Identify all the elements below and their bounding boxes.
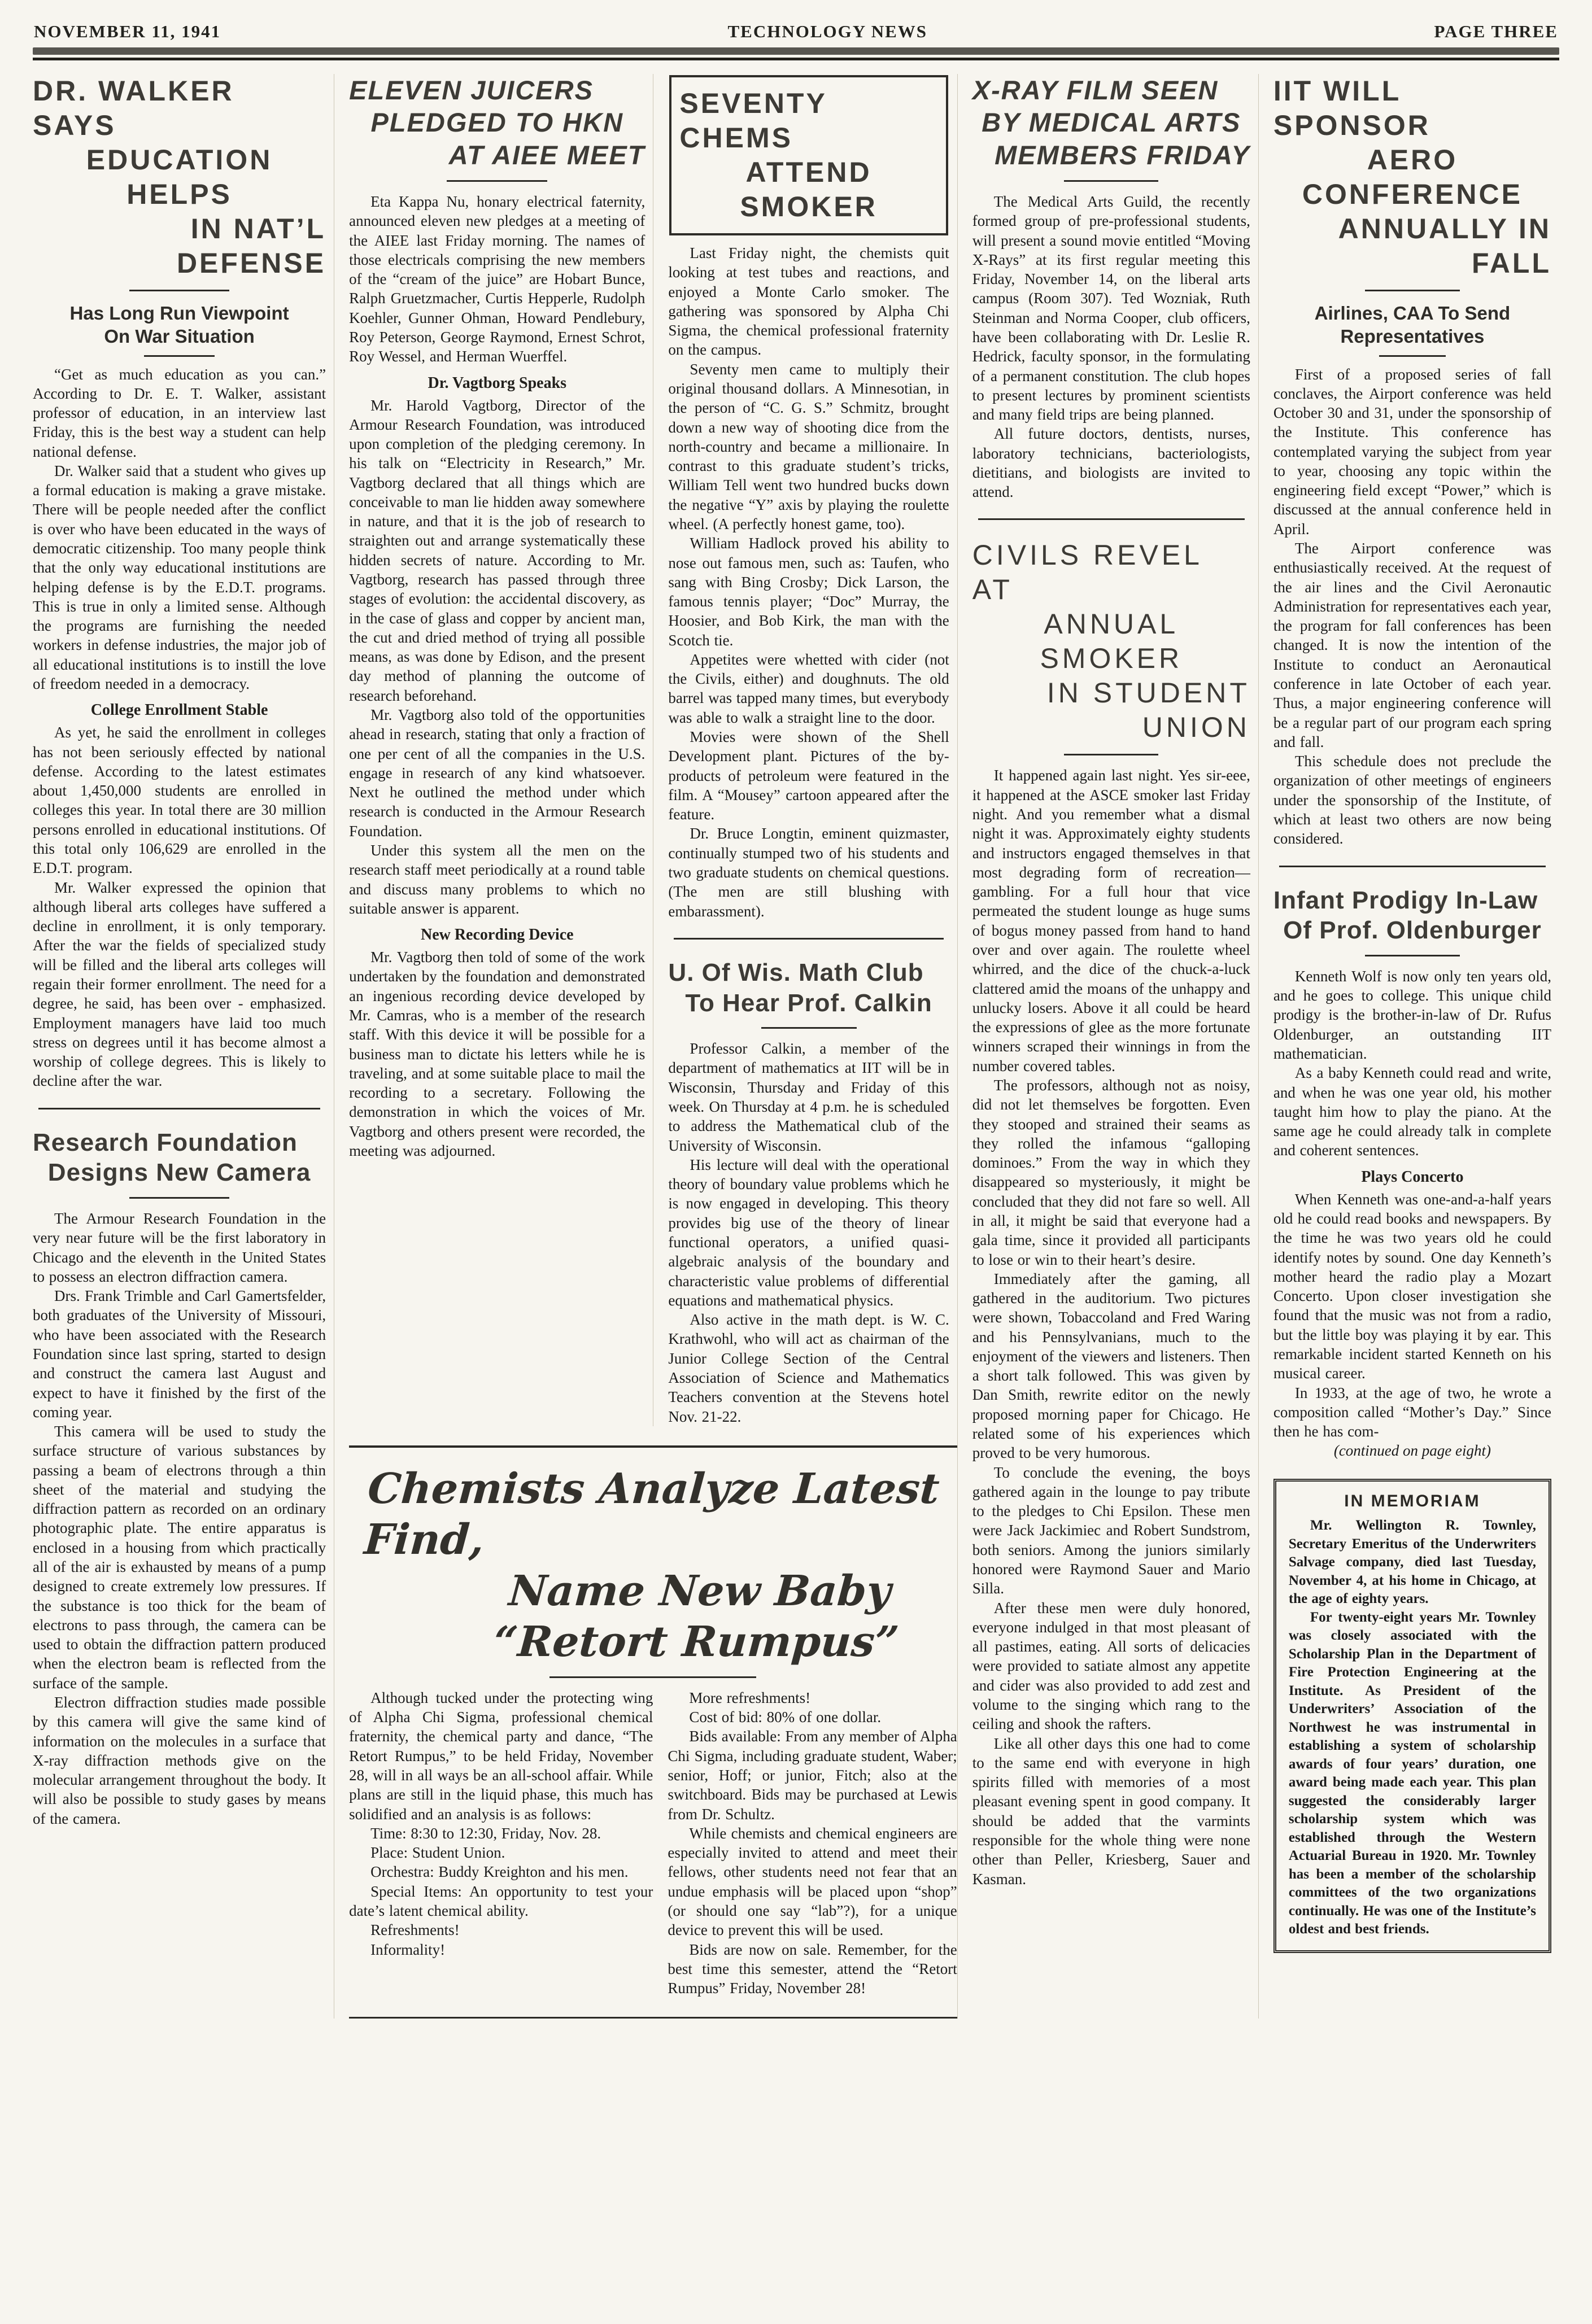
article-paragraph: While chemists and chemical engineers are especially invited to attend and meet their fellows, other students need not fear that an undue emphasis will be placed upon “shop” (or should one say “lab”?), for a unique device to prevent this will be used. <box>668 1824 957 1939</box>
headline-line: Name New Baby “Retort Rumpus” <box>492 1566 901 1666</box>
article-paragraph: Place: Student Union. <box>370 1844 505 1862</box>
headline-line: AERO CONFERENCE <box>1302 144 1523 210</box>
article-paragraph: As a baby Kenneth could read and write, and when he was one year old, his mother taught him how to play the piano. At the same age he could already talk in complete and coherent sentences. <box>1273 1064 1551 1159</box>
headline-line: IN NAT’L DEFENSE <box>176 213 326 279</box>
headline-rule <box>447 180 547 182</box>
feature-column-right <box>653 1688 957 1998</box>
article-paragraph: His lecture will deal with the operational theory of boundary value problems which he is now engaged in developing. This theory provides big use of the theory of linear functional operators, a unified quasi-algebraic analysis of the boundary and characteristic value problems of differential equations and mathematical physics. <box>668 1156 949 1309</box>
article <box>33 74 326 1091</box>
masthead-date: NOVEMBER 11, 1941 <box>34 21 221 41</box>
headline-line: To Hear Prof. Calkin <box>685 989 932 1017</box>
article-headline <box>33 1128 326 1188</box>
article-headline <box>972 538 1250 745</box>
headline-line: Infant Prodigy In-Law <box>1273 886 1538 914</box>
masthead <box>33 19 1559 47</box>
article-paragraph: Orchestra: Buddy Kreighton and his men. <box>370 1863 629 1881</box>
headline-line: Research Foundation <box>33 1128 298 1156</box>
headline-rule <box>1365 290 1459 291</box>
deck-line: On War Situation <box>104 326 255 347</box>
article-paragraph: Mr. Walker expressed the opinion that although liberal arts colleges have suffered a decline in enrollment, it is only temporary. After the war the fields of specialized study will be filled and the liberal arts colleges will regain their former enrollment. The need for a degree, he said, has been over - emphasized. Employment managers have laid too much stress on degrees until it has become almost a worship of college degrees. This is likely to decline after the war. <box>33 879 326 1090</box>
article-paragraph: It happened again last night. Yes sir-eee, it happened at the ASCE smoker last Friday night. And you remember what a dismal night it was. Approximately eighty students and instructors engaged themselves in that most degrading form of recreation—gambling. For a full hour that vice permeated the student lounge as huge sums of bogus money passed from hand to hand over and over again. The roulette wheel whirred, and the dice of the chuck-a-luck clattered amid the moans of the unhappy and unlucky losers. Above it all could be heard the expressions of glee as the more fortunate winners scraped their winnings in from the number covered tables. <box>972 767 1250 1074</box>
column-5 <box>1258 74 1559 2019</box>
article-paragraph: Dr. Bruce Longtin, eminent quizmaster, continually stumped two of his students and two graduate students on chemical questions. (The men are still blushing with embarassment). <box>668 825 949 920</box>
headline-line: ATTEND SMOKER <box>740 156 878 222</box>
article-paragraph: To conclude the evening, the boys gathered again in the lounge to pay tribute to the pledges to Chi Epsilon. These men were Jack Jackimiec and Robert Sundstrom, both seniors. Among the juniors similarly honored were Raymond Sauer and Mario Silla. <box>972 1464 1250 1597</box>
article-headline <box>972 74 1250 171</box>
article-paragraph: All future doctors, dentists, nurses, laboratory technicians, bacteriologists, dietitians, and biologists are invited to attend. <box>972 425 1250 501</box>
headline-line: DR. WALKER SAYS <box>33 75 234 141</box>
continued-note: (continued on page eight) <box>1333 1442 1491 1460</box>
headline-line: Chemists Analyze Latest Find, <box>363 1464 941 1565</box>
article <box>1273 885 1551 1460</box>
headline-line: BY MEDICAL ARTS <box>982 107 1241 138</box>
deck-rule <box>144 355 215 357</box>
article-paragraph: Also active in the math dept. is W. C. Krathwohl, who will act as chairman of the Junior College Section of the Central Association of Science and Mathematics Teachers convention at the Stevens hotel Nov. 21-22. <box>668 1311 949 1425</box>
article-paragraph: Like all other days this one had to come to the same end with everyone in high spirits filled with memories of a most pleasant evening spent in good company. It should be added that the varmints responsible for the whole thing were none other than Peller, Kriesberg, Sauer and Kasman. <box>972 1735 1250 1888</box>
article <box>1273 74 1551 849</box>
article-paragraph: After these men were duly honored, everyone indulged in that most pleasant of all pastimes, eating. All sorts of delicacies were provided to satiate almost any appetite and cider was also provided to add zest and volume to the singing which rang to the ceiling and shook the rafters. <box>972 1599 1250 1733</box>
headline-rule <box>1365 955 1459 956</box>
masthead-rule-line <box>33 58 1559 60</box>
masthead-page: PAGE THREE <box>1434 21 1558 41</box>
headline-line: ELEVEN JUICERS <box>349 75 594 105</box>
article-divider <box>674 938 943 940</box>
section-subhead: College Enrollment Stable <box>90 701 268 719</box>
article-divider <box>978 518 1245 520</box>
article-paragraph: Electron diffraction studies made possible by this camera will give the same kind of information on the molecules in a surface that X-ray diffraction methods give on the molecular arrangement throughout the body. It will also be possible to study gases by means of the camera. <box>33 1694 326 1827</box>
memoriam-title: IN MEMORIAM <box>1344 1492 1481 1511</box>
article-paragraph: Cost of bid: 80% of one dollar. <box>689 1709 882 1726</box>
article-paragraph: The Airport conference was enthusiastically received. At the request of the air lines and the Civil Aeronautic Administration for representatives each year, the program for fall conferences has been changed. It is now the intention of the Institute to conduct an Aeronautical conference in late October of each year. Thus, a major engineering conference will be a regular part of our program each spring and fall. <box>1273 540 1551 750</box>
headline-rule <box>129 1197 229 1199</box>
article-paragraph: Special Items: An opportunity to test your date’s latent chemical ability. <box>349 1882 653 1919</box>
headline-line: PLEDGED TO HKN <box>370 107 624 138</box>
section-subhead: New Recording Device <box>420 926 574 944</box>
headline-line: MEMBERS FRIDAY <box>995 139 1250 170</box>
article-paragraph: The Medical Arts Guild, the recently formed group of pre-professional students, will present a sound movie entitled “Moving X-Rays” at its first regular meeting this Friday, November 14, on the liberal arts campus (Room 307). Ted Wozniak, Ruth Steinman and Norma Cooper, club officers, have been collaborating with Dr. Leslie R. Hedrick, faculty sponsor, in the formulating of a permanent constitution. The club hopes to present lectures by prominent scientists and many field trips are being planned. <box>972 193 1250 423</box>
article-paragraph: The professors, although not as noisy, did not let themselves be forgotten. Even they stooped and strained their seams as they rolled the infamous “galloping dominoes.” From the way in which they disappeared so mysteriously, it might be concluded that they did not fare so well. All in all, it might be said that everyone had a gala time, since it provided all participants to lose or win to their heart’s desire. <box>972 1076 1250 1268</box>
headline-line: X-RAY FILM SEEN <box>972 75 1219 105</box>
headline-rule <box>1064 180 1158 182</box>
headline-rule <box>129 290 229 291</box>
feature-columns <box>349 1688 957 1998</box>
article-headline <box>1273 885 1551 946</box>
headline-line: U. Of Wis. Math Club <box>668 958 924 986</box>
feature-column-left <box>349 1688 653 1998</box>
article-paragraph: Time: 8:30 to 12:30, Friday, Nov. 28. <box>370 1824 601 1842</box>
article-paragraph: Mr. Vagtborg then told of some of the work undertaken by the foundation and demonstrated an ingenious recording device developed by Mr. Camras, who is a member of the research staff. With this device it will be possible for a business man to dictate his letters while he is traveling, and at some suitable place to mail the recording to a secretary. Following the demonstration in which the voices of Mr. Vagtborg and others present were recorded, the meeting was adjourned. <box>349 949 645 1159</box>
article-headline <box>349 74 645 171</box>
headline-line: EDUCATION HELPS <box>86 144 273 210</box>
article-paragraph: Eta Kappa Nu, honary electrical faternity, announced eleven new pledges at a meeting of the AIEE last Friday morning. The names of those electricals comprising the new members of the “cream of the juice” are Hobart Bunce, Ralph Gruetzmacher, Curtis Hepperle, Rudolph Koehler, Gunner Ohman, Howard Pendlebury, Roy Peterson, George Raymond, Ernest Schrot, Roy Wessel, and Herman Wuerffel. <box>349 193 645 365</box>
article-paragraph: Under this system all the men on the research staff meet periodically at a round table and discuss many problems to which no suitable answer is apparent. <box>349 841 645 917</box>
article-paragraph: For twenty-eight years Mr. Townley was closely associated with the Scholarship Plan in the Department of Fire Protection Engineering at the Institute. As President of the Underwriters’ Association of the Northwest he was instrumental in establishing a system of scholarship awards of four years’ duration, one award being made each year. This plan suggested the considerably larger scholarship system which was established through the Western Actuarial Bureau in 1920. Mr. Townley has been a member of the scholarship committees of the two organizations continually. He was one of the Institute’s oldest and best friends. <box>1288 1609 1536 1937</box>
article-headline <box>33 74 326 281</box>
article-paragraph: Dr. Walker said that a student who gives up a formal education is making a grave mistake. There will be people needed after the conflict is over who have been educated in the ways of democratic citizenship. Too many people think that the only way educational institutions are helping defense is by the E.D.T. programs. This is true in only a limited sense. Although the programs are furnishing the needed workers in defense industries, the major job of all educational institutions is to instill the love of freedom needed in a democracy. <box>33 462 326 692</box>
deck-line: Representatives <box>1340 326 1485 347</box>
page-body <box>33 74 1559 2019</box>
article-deck <box>33 302 326 348</box>
section-subhead: Plays Concerto <box>1361 1168 1464 1186</box>
article-paragraph: When Kenneth was one-and-a-half years old he could read books and newspapers. By the time he was two years old he could identify notes by sound. One day Kenneth’s mother heard the radio play a Mozart Concerto. Upon closer investigation she found that the music was not from a radio, but the little boy was playing it by ear. This remarkable incident started Kenneth on his musical career. <box>1273 1190 1551 1382</box>
headline-line: Designs New Camera <box>47 1159 311 1187</box>
feature-headline-rule <box>549 1676 756 1678</box>
article <box>349 74 645 1160</box>
headline-line: IIT WILL SPONSOR <box>1273 75 1430 141</box>
deck-rule <box>1379 355 1446 357</box>
article-paragraph: Appetites were whetted with cider (not the Civils, either) and doughnuts. The old barrel was tapped many times, but everybody was able to walk a straight line to the door. <box>668 650 949 726</box>
section-subhead: Dr. Vagtborg Speaks <box>428 374 567 392</box>
article-paragraph: Bids are now on sale. Remember, for the best time this semester, attend the “Retort Rumpus” Friday, November 28! <box>668 1941 957 1997</box>
article-paragraph: More refreshments! <box>689 1689 811 1706</box>
deck-line: Has Long Run Viewpoint <box>69 303 289 324</box>
article-divider <box>1279 866 1546 867</box>
article <box>668 75 949 921</box>
article-paragraph: Seventy men came to multiply their original thousand dollars. A Minnesotian, in the person of “C. G. S.” Schmitz, brought down a new way of shooting dice from the north-country and became a millionaire. In contrast to this graduate student’s tricks, William Tell went two hundred bucks down the negative “Y” axis by playing the roulette wheel. (A perfectly honest game, too). <box>668 360 949 532</box>
article-paragraph: Refreshments! <box>370 1921 460 1939</box>
deck-line: Airlines, CAA To Send <box>1314 303 1511 324</box>
article-paragraph: The Armour Research Foundation in the very near future will be the first laboratory in Chicago and the eleventh in the United States to possess an electron diffraction camera. <box>33 1209 326 1285</box>
article-paragraph: Kenneth Wolf is now only ten years old, and he goes to college. This unique child prodigy is the brother-in-law of Dr. Rufus Oldenburger, an outstanding IIT mathematician. <box>1273 967 1551 1062</box>
article-paragraph: In 1933, at the age of two, he wrote a composition called “Mother’s Day.” Since then he has com- <box>1273 1384 1551 1440</box>
column-1 <box>33 74 334 2019</box>
article-paragraph: First of a proposed series of fall conclaves, the Airport conference was held October 30 and 31, under the sponsorship of the Institute. This conference has contemplated varying the subject from year to year, choosing any topic within the engineering field except “Power,” which is discussed at the annual conference held in April. <box>1273 365 1551 538</box>
article-deck <box>1273 302 1551 348</box>
article-headline <box>679 86 937 224</box>
column-4 <box>957 74 1258 2019</box>
headline-line: Of Prof. Oldenburger <box>1283 916 1542 945</box>
article-paragraph: Professor Calkin, a member of the department of mathematics at IIT will be in Wisconsin, Thursday and Friday of this week. On Thursday at 4 p.m. he is scheduled to address the Mathematical club of the University of Wisconsin. <box>668 1040 949 1154</box>
article-paragraph: Immediately after the gaming, all gathered in the auditorium. Two pictures were shown, Tobaccoland and Fred Waring and his Pennsylvanians, much to the enjoyment of the viewers and listeners. Then a short talk followed. This was given by Dan Smith, rewrite editor on the newly proposed morning paper for Chicago. He related some of his experiences which proved to be very humorous. <box>972 1270 1250 1462</box>
middle-columns-wrap <box>334 74 957 2019</box>
column-2 <box>349 74 653 1426</box>
article-paragraph: Bids available: From any member of Alpha Chi Sigma, including graduate student, Waber; senior, Hoff; or junior, Fitch; also at the switchboard. Bids may be purchased at Lewis from Dr. Schultz. <box>668 1728 957 1823</box>
feature-article <box>349 1445 957 2019</box>
article-paragraph: Movies were shown of the Shell Development plant. Pictures of the by-products of petroleum were featured in the film. A “Mousey” cartoon appeared after the feature. <box>668 728 949 823</box>
article-paragraph: Although tucked under the protecting wing of Alpha Chi Sigma, professional chemical fraternity, the chemical party and dance, “The Retort Rumpus,” to be held Friday, November 28, will in all ways be an all-school affair. While plans are still in the liquid phase, this much has solidified and an analysis is as follows: <box>349 1689 653 1823</box>
article-paragraph: “Get as much education as you can.” According to Dr. E. T. Walker, assistant professor of education, in an interview last Friday, this is the best way a student can help national defense. <box>33 365 326 460</box>
masthead-rule-band <box>33 47 1559 55</box>
article-paragraph: As yet, he said the enrollment in colleges has not been seriously effected by national defense. According to the latest estimates about 1,450,000 students are enrolled in colleges this year. In total there are 30 million persons enrolled in educational institutions. Of this total only 106,629 are enrolled in the E.D.T. program. <box>33 724 326 877</box>
middle-columns <box>349 74 957 1426</box>
headline-rule <box>1064 754 1158 755</box>
article-paragraph: This camera will be used to study the surface structure of various substances by passing a beam of electrons through a thin sheet of the material and studying the diffraction pattern as recorded on an ordinary photographic plate. The entire apparatus is enclosed in a housing from which practically all of the air is exhausted by means of a pump designed to create extremely low pressures. If the substance is too thick for the beam of electrons to pass through, the camera can be used to obtain the diffraction pattern produced when the electron beam is reflected from the surface of the sample. <box>33 1423 326 1692</box>
article-headline <box>1273 74 1551 281</box>
headline-line: CIVILS REVEL AT <box>972 539 1202 606</box>
article <box>33 1128 326 1828</box>
article-paragraph: Informality! <box>370 1941 446 1958</box>
article-paragraph: This schedule does not preclude the organization of other meetings of engineers under the sponsorship of the Institute, of which at least two others are now being considered. <box>1273 753 1551 848</box>
article-paragraph: William Hadlock proved his ability to nose out famous men, such as: Taufen, who sang with Bing Crosby; Dick Larson, the famous tennis player; “Doc” Murray, the Hoosier, and Bob Kirk, the man with the Scotch tie. <box>668 535 949 649</box>
article-paragraph: Mr. Vagtborg also told of the opportunities ahead in research, stating that only a fraction of one per cent of all the companies in the U.S. engage in research of any kind whatsoever. Next he outlined the method under which research is conducted in the Armour Research Foundation. <box>349 706 645 840</box>
headline-line: SEVENTY CHEMS <box>679 88 827 154</box>
article <box>972 538 1250 1888</box>
article <box>668 958 949 1426</box>
article-paragraph: Last Friday night, the chemists quit looking at test tubes and reactions, and enjoyed a Monte Carlo smoker. The gathering was sponsored by Alpha Chi Sigma, the chemical professional fraternity on the campus. <box>668 244 949 359</box>
article-paragraph: Mr. Harold Vagtborg, Director of the Armour Research Foundation, was introduced upon completion of the pledging ceremony. In his talk on “Electricity in Research,” Mr. Vagtborg declared that all things which are conceivable to man lie hidden away somewhere in nature, and that it is the job of research to straighten out and arrange systematically these hidden secrets of nature. According to Mr. Vagtborg, research has passed through three stages of evolution: the accidental discovery, as in the case of glass and copper by ancient man, the cut and dried method of trying all possible means, as was done by Edison, and the present day method of planning the outcome of research beforehand. <box>349 396 645 704</box>
article <box>972 74 1250 501</box>
article-headline <box>668 958 949 1018</box>
headline-line: ANNUALLY IN FALL <box>1338 213 1551 279</box>
headline-rule <box>761 1027 857 1029</box>
feature-headline <box>342 1464 965 1667</box>
in-memoriam-box <box>1273 1479 1551 1953</box>
masthead-title: TECHNOLOGY NEWS <box>727 21 928 41</box>
headline-line: AT AIEE MEET <box>448 139 645 170</box>
article-paragraph: Mr. Wellington R. Townley, Secretary Emeritus of the Underwriters Salvage company, died last Tuesday, November 4, at his home in Chicago, at the age of eighty years. <box>1288 1518 1536 1607</box>
headline-line: ANNUAL SMOKER <box>1040 608 1183 675</box>
headline-box <box>669 75 948 235</box>
headline-line: IN STUDENT UNION <box>1046 677 1250 744</box>
article-paragraph: Drs. Frank Trimble and Carl Gamertsfelder, both graduates of the University of Missouri, who have been associated with the Research Foundation since last spring, started to design and construct the camera last August and expect to have it finished by the first of the coming year. <box>33 1287 326 1421</box>
column-3 <box>653 74 957 1426</box>
article-divider <box>38 1108 320 1109</box>
